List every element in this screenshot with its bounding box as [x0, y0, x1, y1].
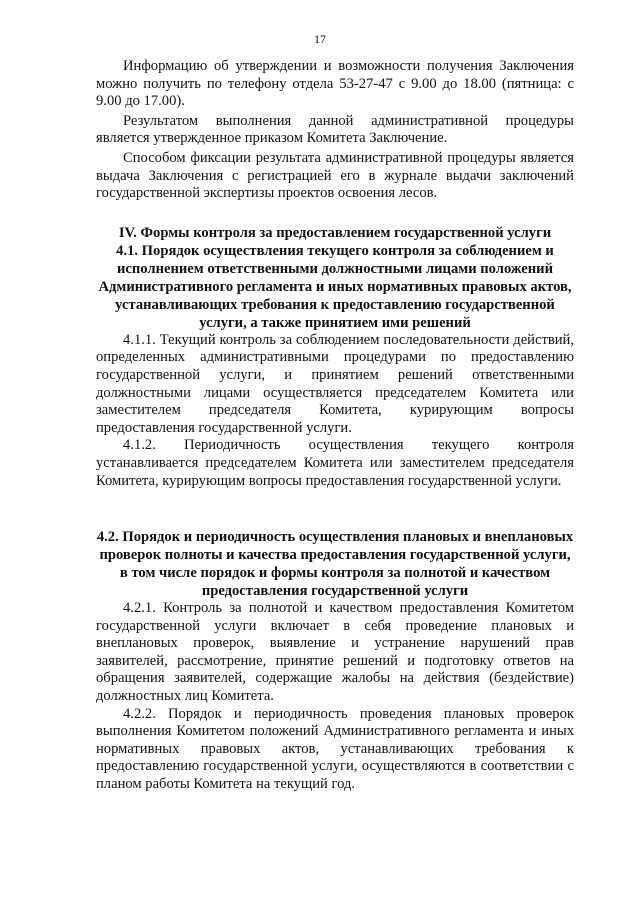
paragraph-4-1-1: 4.1.1. Текущий контроль за соблюдением последовательности действий, определенных административными процедурами по предоставлению государственной услуги, и принятием решений ответственными должностными лицами осуществляется председателем Комитета или заместителем председателя Комитета, курирующим вопросы предоставления государственной услуги. [96, 331, 574, 436]
paragraph-result: Результатом выполнения данной административной процедуры является утвержденное приказом Комитета Заключение. [96, 112, 574, 147]
section-4-1-title: 4.1. Порядок осуществления текущего контроля за соблюдением и исполнением ответственными должностными лицами положений Административного регламента и иных нормативных правовых актов, устанавливающих требования к предоставлению государственной услуги, а также принятием ими решений [98, 242, 572, 331]
document-body [96, 58, 574, 794]
section-4-2-heading-block [96, 528, 574, 600]
paragraph-4-2-2: 4.2.2. Порядок и периодичность проведения плановых проверок выполнения Комитетом положений Административного регламента и иных нормативных правовых актов, устанавливающих требования к предоставлению государственной услуги, осуществляются в соответствии с планом работы Комитета на текущий год. [96, 705, 574, 793]
section-4-heading-block [96, 224, 574, 332]
section-4-title: IV. Формы контроля за предоставлением государственной услуги [118, 224, 552, 241]
paragraph-fixation: Способом фиксации результата административной процедуры является выдача Заключения с регистрацией его в журнале выдачи заключений государственной экспертизы проектов освоения лесов. [96, 149, 574, 202]
page-number: 17 [314, 32, 326, 46]
paragraph-4-1-2: 4.1.2. Периодичность осуществления текущего контроля устанавливается председателем Комитета или заместителем председателя Комитета, курирующим вопросы предоставления государственной услуги. [96, 437, 574, 489]
paragraph-info: Информацию об утверждении и возможности получения Заключения можно получить по телефону отдела 53-27-47 с 9.00 до 18.00 (пятница: с 9.00 до 17.00). [96, 58, 574, 110]
section-4-2-title: 4.2. Порядок и периодичность осуществления плановых и внеплановых проверок полноты и качества предоставления государственной услуги, в том числе порядок и формы контроля за полнотой и качеством предоставления государственной услуги [96, 529, 574, 600]
paragraph-4-2-1: 4.2.1. Контроль за полнотой и качеством предоставления Комитетом государственной услуги включает в себя проведение плановых и внеплановых проверок, выявление и устранение нарушений прав заявителей, рассмотрение, принятие решений и подготовку ответов на обращения заявителей, содержащие жалобы на действия (бездействие) должностных лиц Комитета. [96, 600, 574, 705]
